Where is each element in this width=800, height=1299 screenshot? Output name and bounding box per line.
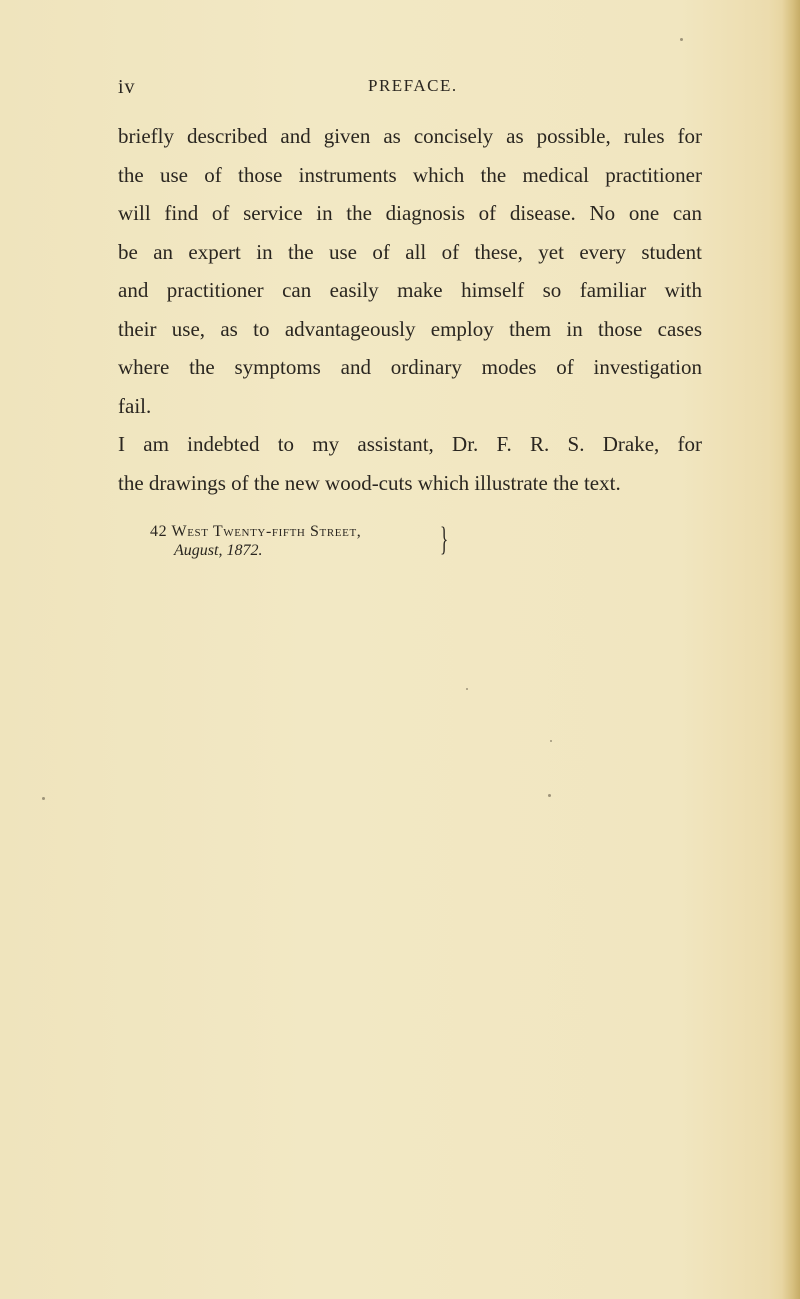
text-line: fail.: [118, 393, 152, 418]
text-line: where the symptoms and ordinary modes of investigation: [118, 355, 702, 379]
running-head: PREFACE.: [368, 76, 458, 95]
text-line: be an expert in the use of all of these, yet every student: [118, 239, 702, 264]
preface-text: [118, 117, 702, 502]
text-line: the use of those instruments which the medical practitioner: [118, 162, 702, 187]
text-line: their use, as to advantageously employ them in those cases: [118, 316, 702, 341]
text-line: will find of service in the diagnosis of disease. No one can: [118, 201, 702, 225]
paper-speck: [466, 688, 468, 690]
text-line: briefly described and given as concisely as possible, rules for: [118, 124, 702, 148]
paper-speck: [550, 740, 552, 742]
signature-address: 42 West Twenty-fifth Street,: [150, 523, 362, 540]
page-number: iv: [118, 76, 136, 98]
brace-icon: }: [440, 521, 449, 558]
text-line: the drawings of the new wood-cuts which illustrate the text.: [118, 470, 621, 495]
paper-speck: [42, 797, 45, 800]
page-header: [0, 76, 800, 100]
text-line: I am indebted to my assistant, Dr. F. R. S. Drake, for: [118, 432, 702, 456]
paper-speck: [680, 38, 683, 41]
paper-speck: [548, 794, 551, 797]
text-line: and practitioner can easily make himself so familiar with: [118, 278, 702, 302]
signature-block: [150, 521, 449, 560]
page-edge-shadow: [782, 0, 800, 1299]
signature-date: August, 1872.: [174, 542, 263, 559]
